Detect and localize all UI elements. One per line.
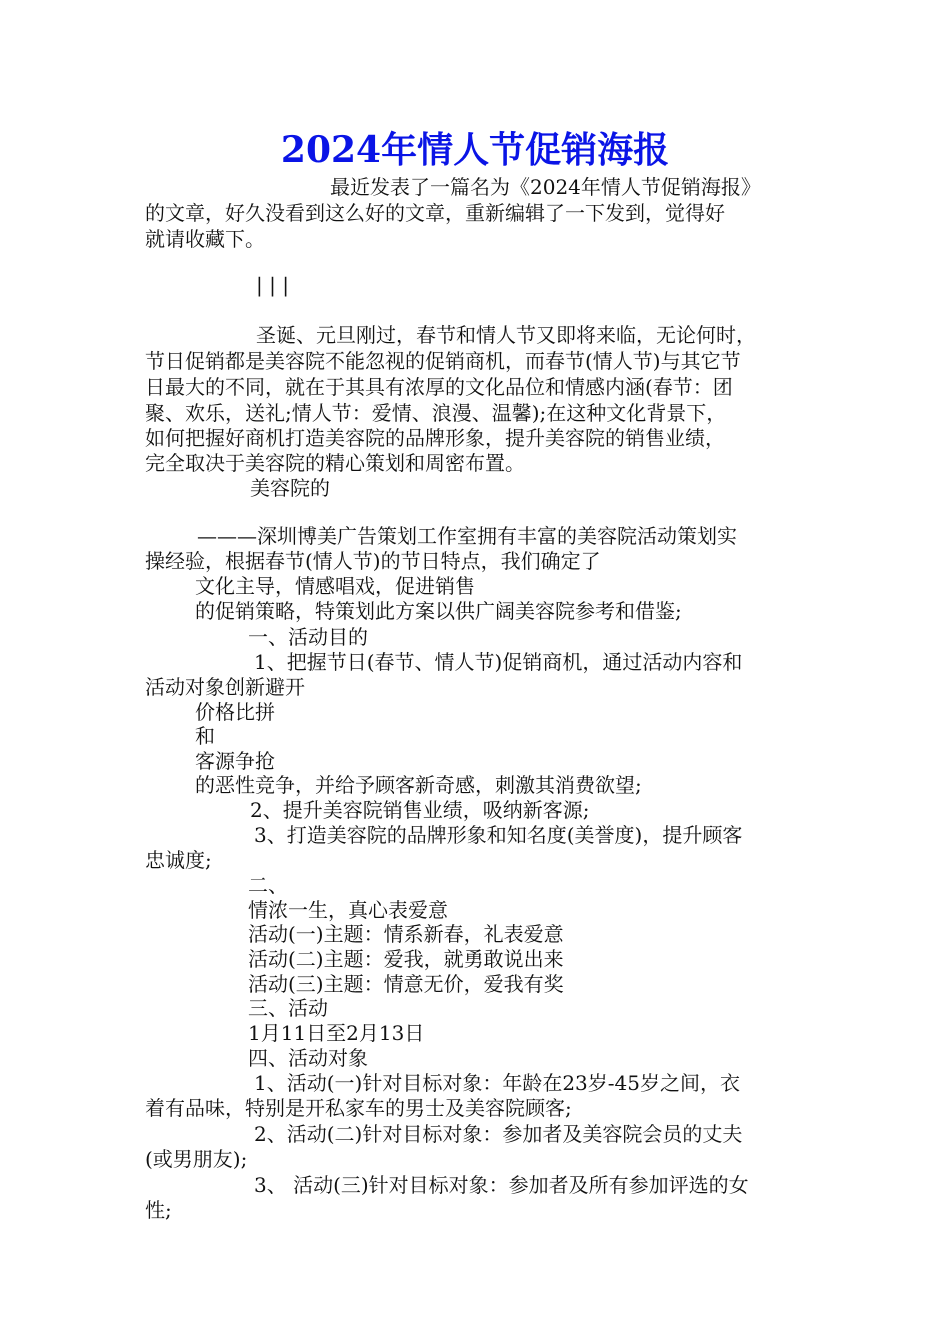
text-line: 三、活动 — [248, 996, 328, 1020]
text-line: 和 — [195, 724, 215, 748]
text-line: 四、活动对象 — [248, 1046, 368, 1070]
text-line: 价格比拼 — [195, 700, 275, 724]
text-line: | | | — [256, 273, 289, 297]
text-line: 活动(一)主题：情系新春，礼表爱意 — [248, 922, 564, 946]
text-line: 活动对象创新避开 — [145, 675, 305, 699]
text-line: 3、 活动(三)针对目标对象：参加者及所有参加评选的女 — [254, 1173, 749, 1197]
text-line: 客源争抢 — [195, 749, 275, 773]
text-line: 的文章，好久没看到这么好的文章，重新编辑了一下发到，觉得好 — [145, 201, 725, 225]
text-line: 最近发表了一篇名为《2024年情人节促销海报》 — [330, 175, 761, 199]
text-line: 的恶性竞争，并给予顾客新奇感，刺激其消费欲望; — [195, 773, 642, 797]
text-line: 完全取决于美容院的精心策划和周密布置。 — [145, 451, 525, 475]
text-line: 一、活动目的 — [248, 625, 368, 649]
text-line: 活动(二)主题：爱我，就勇敢说出来 — [248, 947, 564, 971]
document-title: 2024年情人节促销海报 — [280, 129, 670, 171]
text-line: 文化主导，情感唱戏，促进销售 — [195, 574, 475, 598]
text-line: 聚、欢乐，送礼;情人节：爱情、浪漫、温馨);在这种文化背景下， — [145, 401, 727, 425]
text-line: 就请收藏下。 — [145, 227, 265, 251]
text-line: 性; — [145, 1198, 172, 1222]
text-line: 美容院的 — [250, 476, 330, 500]
text-line: 日最大的不同，就在于其具有浓厚的文化品位和情感内涵(春节：团 — [145, 375, 733, 399]
text-line: 二、 — [248, 873, 288, 897]
text-line: 活动(三)主题：情意无价，爱我有奖 — [248, 972, 564, 996]
text-line: 3、打造美容院的品牌形象和知名度(美誉度)，提升顾客 — [254, 823, 743, 847]
text-line: 1、活动(一)针对目标对象：年龄在23岁-45岁之间，衣 — [254, 1071, 740, 1095]
text-line: 忠诚度; — [145, 848, 212, 872]
text-line: 2、活动(二)针对目标对象：参加者及美容院会员的丈夫 — [254, 1122, 743, 1146]
text-line: 如何把握好商机打造美容院的品牌形象，提升美容院的销售业绩， — [145, 426, 725, 450]
text-line: 情浓一生，真心表爱意 — [248, 898, 448, 922]
text-line: 操经验，根据春节(情人节)的节日特点，我们确定了 — [145, 549, 601, 573]
text-line: 节日促销都是美容院不能忽视的促销商机，而春节(情人节)与其它节 — [145, 349, 741, 373]
text-line: (或男朋友); — [145, 1147, 248, 1171]
text-line: 圣诞、元旦刚过，春节和情人节又即将来临，无论何时， — [256, 323, 756, 347]
text-line: 的促销策略，特策划此方案以供广阔美容院参考和借鉴; — [195, 599, 682, 623]
text-line: 1、把握节日(春节、情人节)促销商机，通过活动内容和 — [254, 650, 743, 674]
text-line: ———深圳博美广告策划工作室拥有丰富的美容院活动策划实 — [197, 524, 737, 548]
text-line: 1月11日至2月13日 — [248, 1021, 425, 1045]
text-line: 2、提升美容院销售业绩，吸纳新客源; — [250, 798, 590, 822]
text-line: 着有品味，特别是开私家车的男士及美容院顾客; — [145, 1096, 572, 1120]
